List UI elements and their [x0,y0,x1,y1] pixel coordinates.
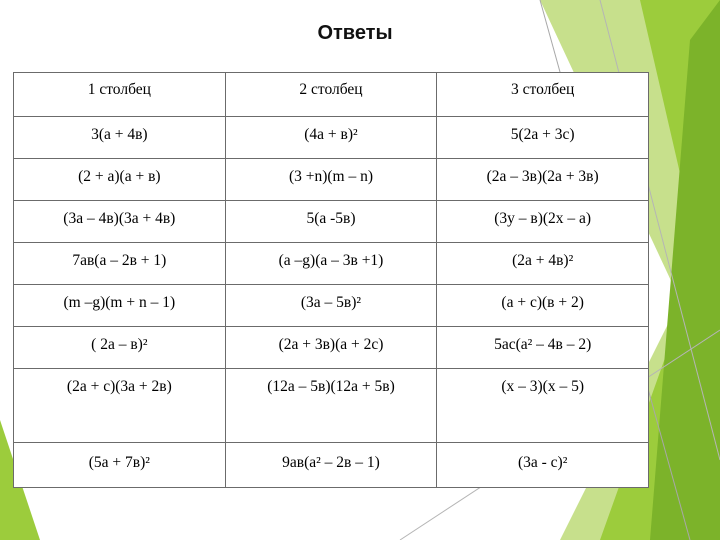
table-cell: (2 + а)(а + в) [14,159,226,201]
table-cell: (а –g)(а – 3в +1) [225,243,437,285]
table-row [14,327,649,369]
table-cell: 9ав(а² – 2в – 1) [225,443,437,488]
table-cell: (3у – в)(2х – а) [437,201,649,243]
table-cell: ( 2а – в)² [14,327,226,369]
table-row [14,159,649,201]
table-row [14,443,649,488]
table-cell: (12а – 5в)(12а + 5в) [225,369,437,443]
table-cell: (3а - с)² [437,443,649,488]
table-cell: (2а + 4в)² [437,243,649,285]
table-cell: 5(2а + 3с) [437,117,649,159]
table-cell: 5(а -5в) [225,201,437,243]
table-row [14,285,649,327]
table-cell: (2а + 3в)(а + 2с) [225,327,437,369]
table-cell: 5ас(а² – 4в – 2) [437,327,649,369]
answers-table [13,72,649,488]
page-title: Ответы [317,22,393,44]
table-cell: (3 +n)(m – n) [225,159,437,201]
table-row [14,243,649,285]
table-row [14,369,649,443]
table-row [14,201,649,243]
table-row [14,117,649,159]
header-cell: 1 столбец [14,73,226,117]
table-cell: (4а + в)² [225,117,437,159]
header-cell: 2 столбец [225,73,437,117]
table-cell: 7ав(а – 2в + 1) [14,243,226,285]
table-cell: (m –g)(m + n – 1) [14,285,226,327]
table-header-row [14,73,649,117]
table-cell: (2а + с)(3а + 2в) [14,369,226,443]
table-cell: (5а + 7в)² [14,443,226,488]
table-cell: (2а – 3в)(2а + 3в) [437,159,649,201]
header-cell: 3 столбец [437,73,649,117]
table-cell: (х – 3)(х – 5) [437,369,649,443]
table-cell: (3а – 5в)² [225,285,437,327]
table-cell: 3(а + 4в) [14,117,226,159]
table-cell: (а + с)(в + 2) [437,285,649,327]
table-cell: (3а – 4в)(3а + 4в) [14,201,226,243]
